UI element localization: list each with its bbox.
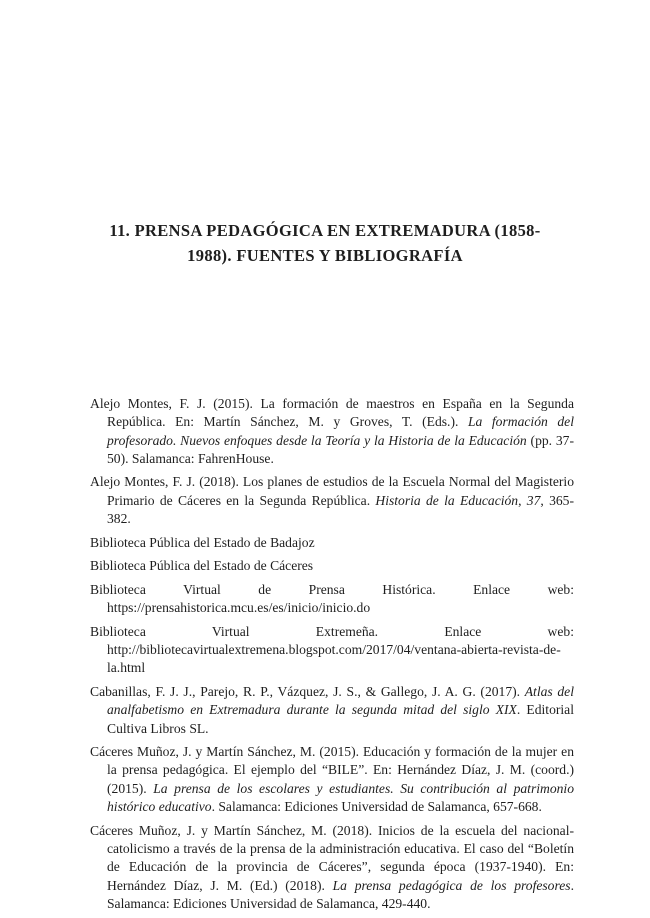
reference-item: Alejo Montes, F. J. (2018). Los planes de estudios de la Escuela Normal del Magisterio Primario de Cáceres en la Segunda República. Historia de la Educación, 37, 365-382. <box>90 474 574 527</box>
reference-item: Cabanillas, F. J. J., Parejo, R. P., Vázquez, J. S., & Gallego, J. A. G. (2017). Atlas del analfabetismo en Extremadura durante la segunda mitad del siglo XIX. Editorial Cultiva Libros SL. <box>90 683 574 736</box>
reference-item: Alejo Montes, F. J. (2015). La formación de maestros en España en la Segunda República. En: Martín Sánchez, M. y Groves, T. (Eds.). La formación del profesorado. Nuevos enfoques desde la Teoría y la Historia de la Educación (pp. 37-50). Salamanca: FahrenHouse. <box>90 396 574 466</box>
reference-item: Biblioteca Virtual de Prensa Histórica. Enlace web: https://prensahistorica.mcu.es/es/inicio/inicio.do <box>90 581 574 616</box>
chapter-title <box>70 218 580 268</box>
chapter-title-line-2: 1988). FUENTES Y BIBLIOGRAFÍA <box>187 246 463 265</box>
reference-item: Biblioteca Virtual Extremeña. Enlace web: http://bibliotecavirtualextremena.blogspot.com/2017/04/ventana-abierta-revista-de-la.html <box>90 623 574 676</box>
reference-item: Biblioteca Pública del Estado de Cáceres <box>90 558 314 574</box>
reference-item: Cáceres Muñoz, J. y Martín Sánchez, M. (2015). Educación y formación de la mujer en la prensa pedagógica. El ejemplo del “BILE”. En: Hernández Díaz, J. M. (coord.) (2015). La prensa de los escolares y estudiantes. Su contribución al patrimonio histórico educativo. Salamanca: Ediciones Universidad de Salamanca, 657-668. <box>90 744 574 815</box>
reference-item: Biblioteca Pública del Estado de Badajoz <box>90 534 315 550</box>
reference-item: Cáceres Muñoz, J. y Martín Sánchez, M. (2018). Inicios de la escuela del nacional-catolicismo a través de la prensa de la administración educativa. El caso del “Boletín de Educación de la provincia de Cáceres”, segunda época (1937-1940). En: Hernández Díaz, J. M. (Ed.) (2018). La prensa pedagógica de los profesores. Salamanca: Ediciones Universidad de Salamanca, 429-440. <box>90 822 574 911</box>
bibliography-list <box>90 395 574 918</box>
chapter-title-line-1: 11. PRENSA PEDAGÓGICA EN EXTREMADURA (1858- <box>109 221 541 240</box>
